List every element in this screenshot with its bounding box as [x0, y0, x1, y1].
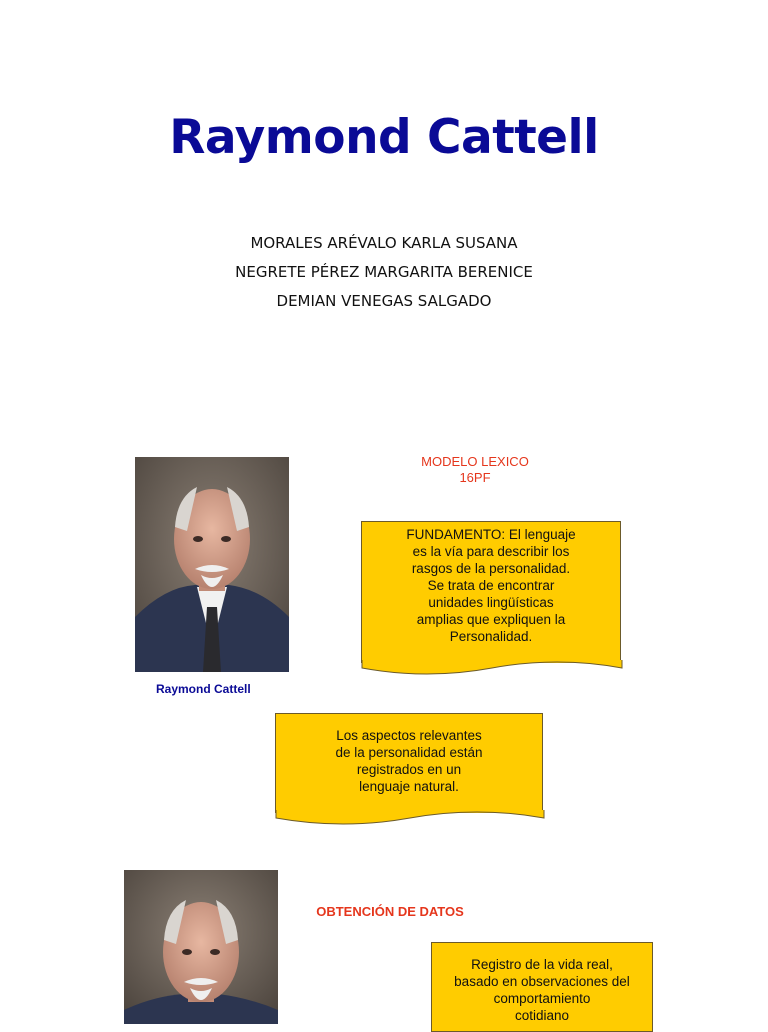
author-name: DEMIAN VENEGAS SALGADO: [276, 292, 492, 310]
note-line: es la vía para describir los: [412, 544, 570, 559]
note-line: de la personalidad están: [335, 745, 483, 760]
registro-note: [431, 942, 653, 1032]
note-line: lenguaje natural.: [359, 779, 459, 794]
heading-line: MODELO LEXICO: [421, 454, 529, 469]
wave-edge: [275, 810, 545, 826]
section-heading: OBTENCIÓN DE DATOS: [316, 904, 464, 919]
note-line: unidades lingüísticas: [428, 595, 554, 610]
note-line: Personalidad.: [449, 629, 533, 644]
note-line: Registro de la vida real,: [471, 957, 613, 972]
author-list: [0, 229, 768, 316]
portrait-photo: [135, 457, 289, 672]
photo-caption: Raymond Cattell: [156, 682, 251, 696]
author-name: MORALES ARÉVALO KARLA SUSANA: [250, 234, 518, 252]
wave-edge: [361, 660, 623, 676]
note-line: registrados en un: [356, 762, 462, 777]
author-name: NEGRETE PÉREZ MARGARITA BERENICE: [235, 263, 533, 281]
note-line: rasgos de la personalidad.: [411, 561, 571, 576]
section-heading: [395, 454, 555, 486]
note-line: basado en observaciones del: [454, 974, 630, 989]
page-title: Raymond Cattell: [169, 110, 599, 165]
fundamento-note: [361, 521, 621, 663]
portrait-photo: [124, 870, 278, 1024]
note-line: comportamiento: [493, 991, 591, 1006]
note-line: cotidiano: [514, 1008, 570, 1023]
heading-line: 16PF: [459, 470, 491, 485]
aspectos-note: [275, 713, 543, 813]
note-line: Los aspectos relevantes: [336, 728, 482, 743]
note-line: [362, 526, 620, 543]
note-line: amplias que expliquen la: [416, 612, 566, 627]
note-line: Se trata de encontrar: [427, 578, 555, 593]
note-text: El lenguaje: [505, 527, 576, 542]
fundamento-label: FUNDAMENTO:: [406, 527, 506, 542]
